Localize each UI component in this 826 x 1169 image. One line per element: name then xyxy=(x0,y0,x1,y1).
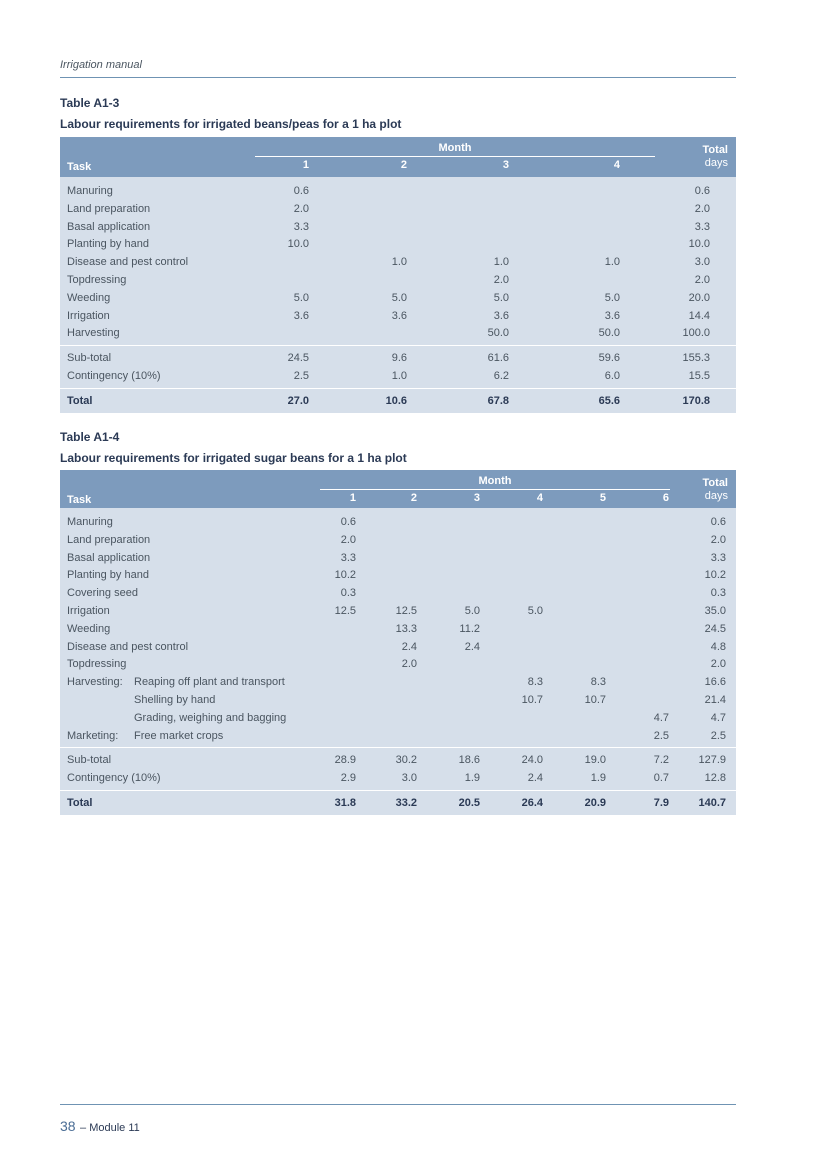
row-month-1-value: 2.0 xyxy=(340,533,356,546)
row-month-2-value: 2.0 xyxy=(401,658,417,671)
row-total-value: 100.0 xyxy=(682,327,710,340)
table-row xyxy=(60,727,736,745)
row-total-value: 2.0 xyxy=(694,273,710,286)
month-col-3: 3 xyxy=(502,159,509,171)
total-divider xyxy=(60,388,736,389)
table-row xyxy=(60,709,736,727)
row-total-value: 15.5 xyxy=(688,369,710,382)
row-month-1-value: 3.3 xyxy=(293,220,309,233)
row-month-4-value: 5.0 xyxy=(604,291,620,304)
row-month-1-value: 2.5 xyxy=(293,369,309,382)
row-month-5-value: 1.9 xyxy=(590,772,606,785)
month-header-rule xyxy=(320,489,670,490)
row-month-1-value: 24.5 xyxy=(287,352,309,365)
row-month-5-value: 8.3 xyxy=(590,676,606,689)
table-row xyxy=(60,367,736,385)
row-month-6-value: 0.7 xyxy=(653,772,669,785)
row-month-5-value: 10.7 xyxy=(584,693,606,706)
row-total-value: 2.0 xyxy=(710,658,726,671)
subtotal-divider xyxy=(60,345,736,346)
row-month-2-value: 3.6 xyxy=(391,309,407,322)
row-month-5-value: 20.9 xyxy=(584,796,606,809)
table-row xyxy=(60,673,736,691)
total-divider xyxy=(60,790,736,791)
task-header: Task xyxy=(67,494,92,506)
row-total-value: 24.5 xyxy=(704,622,726,635)
total-header-line2: days xyxy=(704,490,728,502)
row-task: Planting by hand xyxy=(67,569,149,582)
table-row xyxy=(60,751,736,769)
row-month-1-value: 12.5 xyxy=(334,604,356,617)
table-row xyxy=(60,235,736,253)
month-col-1: 1 xyxy=(302,159,309,171)
table-row xyxy=(60,655,736,673)
row-total-value: 35.0 xyxy=(704,604,726,617)
table1-body xyxy=(60,177,736,413)
running-header: Irrigation manual xyxy=(60,59,142,71)
row-month-1-value: 2.9 xyxy=(340,772,356,785)
table-row xyxy=(60,289,736,307)
row-month-1-value: 31.8 xyxy=(334,796,356,809)
task-header: Task xyxy=(67,161,92,173)
module-label: – Module 11 xyxy=(80,1122,140,1134)
row-task: Irrigation xyxy=(67,604,110,617)
row-total-value: 0.6 xyxy=(694,185,710,197)
row-month-2-value: 3.0 xyxy=(401,772,417,785)
row-total-value: 12.8 xyxy=(704,772,726,785)
row-month-3-value: 5.0 xyxy=(493,291,509,304)
row-total-value: 10.2 xyxy=(704,569,726,582)
row-task: Topdressing xyxy=(67,658,127,671)
row-total-value: 127.9 xyxy=(698,754,726,767)
table2-body xyxy=(60,508,736,815)
row-month-3-value: 20.5 xyxy=(458,796,480,809)
row-month-2-value: 5.0 xyxy=(391,291,407,304)
row-total-value: 3.3 xyxy=(710,551,726,564)
total-header-line1: Total xyxy=(702,144,728,156)
table-row xyxy=(60,324,736,342)
table-row xyxy=(60,307,736,325)
row-month-3-value: 3.6 xyxy=(493,309,509,322)
row-task: Covering seed xyxy=(67,587,138,600)
table-row xyxy=(60,531,736,549)
row-task: Harvesting xyxy=(67,327,120,340)
row-task: Manuring xyxy=(67,185,113,197)
total-header-line2: days xyxy=(704,157,728,169)
row-month-1-value: 5.0 xyxy=(293,291,309,304)
row-subtask: Shelling by hand xyxy=(134,693,216,706)
row-task: Topdressing xyxy=(67,273,127,286)
row-task: Planting by hand xyxy=(67,238,149,251)
row-month-4-value: 59.6 xyxy=(598,352,620,365)
table2-title: Labour requirements for irrigated sugar beans for a 1 ha plot xyxy=(60,451,407,465)
row-month-2-value: 1.0 xyxy=(391,369,407,382)
row-month-6-value: 2.5 xyxy=(653,729,669,742)
row-total-value: 4.8 xyxy=(710,640,726,653)
subtotal-divider xyxy=(60,747,736,748)
table-row xyxy=(60,638,736,656)
row-month-1-value: 0.3 xyxy=(340,587,356,600)
table2-header xyxy=(60,470,736,508)
header-divider xyxy=(60,77,736,78)
row-month-1-value: 27.0 xyxy=(287,394,309,407)
month-col-6: 6 xyxy=(662,492,669,504)
row-total-value: 0.3 xyxy=(710,587,726,600)
table-row xyxy=(60,620,736,638)
row-task: Total xyxy=(67,796,93,809)
row-month-4-value: 5.0 xyxy=(527,604,543,617)
row-total-value: 4.7 xyxy=(710,711,726,724)
row-total-value: 16.6 xyxy=(704,676,726,689)
month-col-4: 4 xyxy=(613,159,620,171)
row-task: Land preparation xyxy=(67,533,151,546)
row-month-6-value: 7.2 xyxy=(653,754,669,767)
row-month-4-value: 8.3 xyxy=(527,676,543,689)
row-task: Harvesting: xyxy=(67,676,123,689)
table-row xyxy=(60,566,736,584)
row-month-4-value: 26.4 xyxy=(521,796,543,809)
row-task: Weeding xyxy=(67,291,111,304)
row-month-2-value: 2.4 xyxy=(401,640,417,653)
row-month-4-value: 50.0 xyxy=(598,327,620,340)
row-month-3-value: 67.8 xyxy=(487,394,509,407)
row-task: Marketing: xyxy=(67,729,119,742)
row-month-2-value: 13.3 xyxy=(395,622,417,635)
table-row xyxy=(60,200,736,218)
row-total-value: 3.3 xyxy=(694,220,710,233)
table-row xyxy=(60,513,736,531)
table2 xyxy=(60,470,736,815)
row-month-1-value: 0.6 xyxy=(293,185,309,197)
row-month-4-value: 6.0 xyxy=(604,369,620,382)
row-total-value: 0.6 xyxy=(710,516,726,528)
table1 xyxy=(60,137,736,413)
total-days-header xyxy=(703,477,728,503)
page-number: 38 xyxy=(60,1118,76,1134)
row-total-value: 21.4 xyxy=(704,693,726,706)
row-month-1-value: 2.0 xyxy=(293,202,309,215)
row-month-3-value: 61.6 xyxy=(487,352,509,365)
row-total-value: 14.4 xyxy=(688,309,710,322)
row-month-2-value: 30.2 xyxy=(395,754,417,767)
row-total-value: 2.5 xyxy=(710,729,726,742)
row-month-1-value: 0.6 xyxy=(340,516,356,528)
row-month-3-value: 18.6 xyxy=(458,754,480,767)
table-row xyxy=(60,218,736,236)
table-row xyxy=(60,271,736,289)
row-month-1-value: 3.3 xyxy=(340,551,356,564)
month-col-3: 3 xyxy=(473,492,480,504)
row-month-4-value: 2.4 xyxy=(527,772,543,785)
table2-label: Table A1-4 xyxy=(60,430,120,444)
month-header-rule xyxy=(255,156,655,157)
row-task: Irrigation xyxy=(67,309,110,322)
row-subtask: Free market crops xyxy=(134,729,224,742)
row-month-3-value: 50.0 xyxy=(487,327,509,340)
row-month-3-value: 2.0 xyxy=(493,273,509,286)
row-task: Weeding xyxy=(67,622,111,635)
row-task: Basal application xyxy=(67,220,151,233)
month-col-4: 4 xyxy=(536,492,543,504)
footer-divider xyxy=(60,1104,736,1105)
row-total-value: 20.0 xyxy=(688,291,710,304)
row-month-3-value: 6.2 xyxy=(493,369,509,382)
row-month-2-value: 10.6 xyxy=(385,394,407,407)
row-task: Sub-total xyxy=(67,352,112,365)
row-month-3-value: 1.0 xyxy=(493,256,509,269)
row-total-value: 2.0 xyxy=(710,533,726,546)
row-month-1-value: 10.0 xyxy=(287,238,309,251)
row-month-2-value: 1.0 xyxy=(391,256,407,269)
row-task: Total xyxy=(67,394,93,407)
page-footer xyxy=(60,1118,140,1136)
row-month-3-value: 5.0 xyxy=(464,604,480,617)
row-month-1-value: 28.9 xyxy=(334,754,356,767)
month-col-5: 5 xyxy=(599,492,606,504)
row-month-2-value: 9.6 xyxy=(391,352,407,365)
row-task: Disease and pest control xyxy=(67,256,189,269)
row-month-2-value: 12.5 xyxy=(395,604,417,617)
table-row xyxy=(60,769,736,787)
total-days-header xyxy=(703,144,728,170)
row-task: Basal application xyxy=(67,551,151,564)
row-month-4-value: 24.0 xyxy=(521,754,543,767)
row-task: Manuring xyxy=(67,516,113,528)
table1-label: Table A1-3 xyxy=(60,96,120,110)
table1-title: Labour requirements for irrigated beans/peas for a 1 ha plot xyxy=(60,117,402,131)
table-row xyxy=(60,602,736,620)
table-row xyxy=(60,349,736,367)
row-month-5-value: 19.0 xyxy=(584,754,606,767)
row-task: Contingency (10%) xyxy=(67,772,161,785)
row-task: Disease and pest control xyxy=(67,640,189,653)
row-month-1-value: 10.2 xyxy=(334,569,356,582)
row-month-4-value: 1.0 xyxy=(604,256,620,269)
row-task: Land preparation xyxy=(67,202,151,215)
table-row xyxy=(60,182,736,200)
table-row xyxy=(60,584,736,602)
total-header-line1: Total xyxy=(702,477,728,489)
row-total-value: 2.0 xyxy=(694,202,710,215)
row-month-3-value: 1.9 xyxy=(464,772,480,785)
row-total-value: 140.7 xyxy=(698,796,726,809)
row-month-6-value: 7.9 xyxy=(653,796,669,809)
table-row xyxy=(60,794,736,812)
row-subtask: Grading, weighing and bagging xyxy=(134,711,287,724)
row-total-value: 3.0 xyxy=(694,256,710,269)
row-total-value: 155.3 xyxy=(682,352,710,365)
month-header: Month xyxy=(478,475,512,487)
row-month-3-value: 2.4 xyxy=(464,640,480,653)
row-month-6-value: 4.7 xyxy=(653,711,669,724)
row-task: Sub-total xyxy=(67,754,112,767)
row-task: Contingency (10%) xyxy=(67,369,161,382)
row-subtask: Reaping off plant and transport xyxy=(134,676,285,689)
month-header: Month xyxy=(438,142,472,154)
row-month-2-value: 33.2 xyxy=(395,796,417,809)
row-month-4-value: 65.6 xyxy=(598,394,620,407)
month-col-2: 2 xyxy=(410,492,417,504)
month-col-1: 1 xyxy=(349,492,356,504)
row-month-4-value: 3.6 xyxy=(604,309,620,322)
row-month-1-value: 3.6 xyxy=(293,309,309,322)
row-month-4-value: 10.7 xyxy=(521,693,543,706)
row-month-3-value: 11.2 xyxy=(459,622,480,635)
row-total-value: 10.0 xyxy=(688,238,710,251)
month-col-2: 2 xyxy=(400,159,407,171)
table-row xyxy=(60,392,736,410)
row-total-value: 170.8 xyxy=(682,394,710,407)
table-row xyxy=(60,549,736,567)
table1-header xyxy=(60,137,736,177)
table-row xyxy=(60,691,736,709)
table-row xyxy=(60,253,736,271)
